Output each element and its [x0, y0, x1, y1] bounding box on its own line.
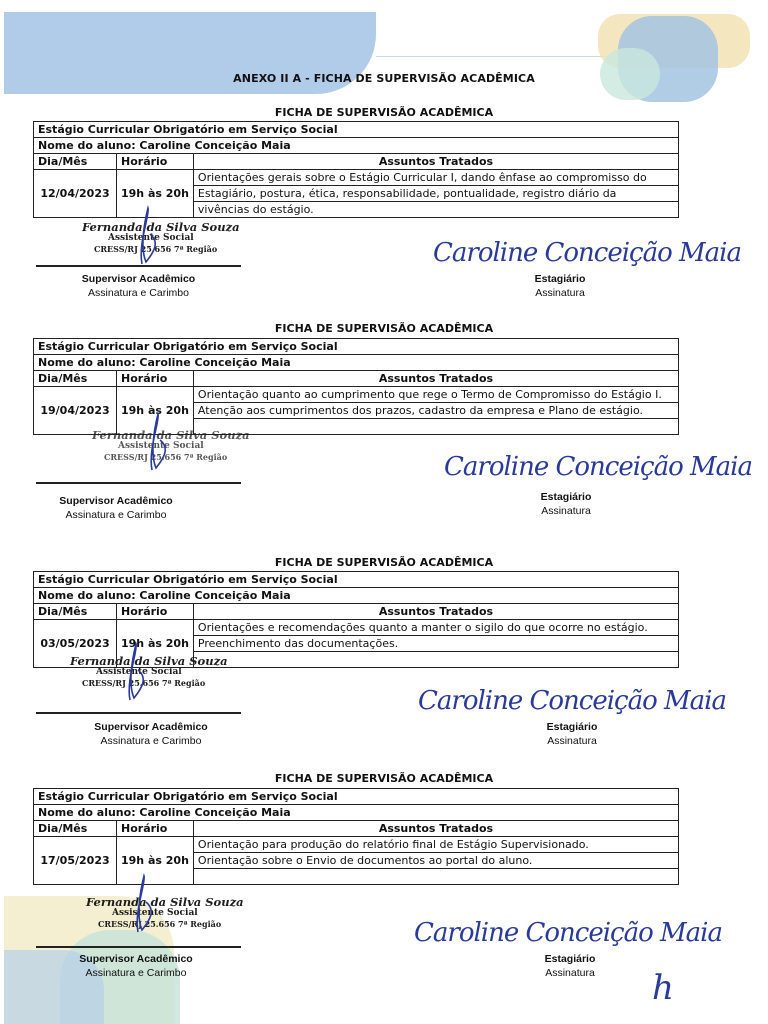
student-name: Nome do aluno: Caroline Conceição Maia	[34, 355, 679, 371]
supervisor-label: Supervisor Acadêmico Assinatura e Carimbo	[94, 721, 208, 747]
intern-signature: Caroline Conceição Maia	[418, 686, 726, 716]
topic-line: Preenchimento das documentações.	[193, 636, 678, 652]
topic-line: Estagiário, postura, ética, responsabilidade, pontualidade, registro diário da	[193, 186, 678, 202]
session-time: 19h às 20h	[117, 387, 194, 435]
intern-label: Estagiário Assinatura	[544, 953, 596, 979]
handwritten-initial: h	[652, 968, 674, 1008]
ficha-title: FICHA DE SUPERVISÃO ACADÊMICA	[274, 322, 494, 335]
supervisor-signature	[130, 410, 190, 480]
session-date: 12/04/2023	[34, 170, 117, 218]
topic-line: Atenção aos cumprimentos dos prazos, cadastro da empresa e Plano de estágio.	[193, 403, 678, 419]
supervisor-signature	[108, 640, 168, 710]
supervisor-signature	[120, 204, 180, 274]
supervisor-signature-line	[36, 265, 241, 267]
supervisor-signature-line	[36, 712, 241, 714]
topic-line: vivências do estágio.	[193, 202, 678, 218]
session-time: 19h às 20h	[117, 837, 194, 885]
ficha-title: FICHA DE SUPERVISÃO ACADÊMICA	[274, 556, 494, 569]
topic-line: Orientações e recomendações quanto a manter o sigilo do que ocorre no estágio.	[193, 620, 678, 636]
supervisor-label: Supervisor Acadêmico Assinatura e Carimbo	[59, 495, 173, 521]
ficha-table	[33, 788, 679, 885]
header-date: Dia/Mês	[34, 821, 117, 837]
student-name: Nome do aluno: Caroline Conceição Maia	[34, 805, 679, 821]
supervisor-signature-line	[36, 946, 241, 948]
supervisor-signature-line	[36, 482, 241, 484]
header-time: Horário	[117, 604, 194, 620]
header-time: Horário	[117, 371, 194, 387]
supervisor-signature	[116, 872, 176, 942]
session-date: 19/04/2023	[34, 387, 117, 435]
supervisor-stamp: Fernanda da Silva Souza Assistente Social CRESS/RJ 25.656 7ª Região	[70, 654, 228, 688]
course-name: Estágio Curricular Obrigatório em Serviço Social	[34, 572, 679, 588]
student-name: Nome do aluno: Caroline Conceição Maia	[34, 138, 679, 154]
supervisor-label: Supervisor Acadêmico Assinatura e Carimbo	[81, 273, 196, 299]
ficha-title: FICHA DE SUPERVISÃO ACADÊMICA	[274, 106, 494, 119]
intern-signature: Caroline Conceição Maia	[433, 238, 741, 268]
topic-line	[193, 652, 678, 668]
course-name: Estágio Curricular Obrigatório em Serviço Social	[34, 789, 679, 805]
course-name: Estágio Curricular Obrigatório em Serviço Social	[34, 122, 679, 138]
intern-signature: Caroline Conceição Maia	[444, 452, 752, 482]
header-rule	[376, 56, 606, 57]
header-topics: Assuntos Tratados	[193, 604, 678, 620]
topic-line	[193, 869, 678, 885]
student-name: Nome do aluno: Caroline Conceição Maia	[34, 588, 679, 604]
ficha-title: FICHA DE SUPERVISÃO ACADÊMICA	[274, 772, 494, 785]
session-date: 03/05/2023	[34, 620, 117, 668]
document-title: ANEXO II A - FICHA DE SUPERVISÃO ACADÊMICA	[233, 72, 535, 85]
header-date: Dia/Mês	[34, 604, 117, 620]
supervisor-stamp: Fernanda da Silva Souza Assistente Social CRESS/RJ 25.656 7ª Região	[86, 895, 244, 929]
header-date: Dia/Mês	[34, 371, 117, 387]
intern-signature: Caroline Conceição Maia	[414, 918, 722, 948]
supervisor-stamp: Fernanda da Silva Souza Assistente Social CRESS/RJ 25.656 7ª Região	[92, 428, 250, 462]
session-time: 19h às 20h	[117, 170, 194, 218]
session-date: 17/05/2023	[34, 837, 117, 885]
intern-label: Estagiário Assinatura	[546, 721, 598, 747]
header-topics: Assuntos Tratados	[193, 371, 678, 387]
header-time: Horário	[117, 821, 194, 837]
supervisor-stamp: Fernanda da Silva Souza Assistente Social CRESS/RJ 25.656 7ª Região	[82, 220, 240, 254]
session-time: 19h às 20h	[117, 620, 194, 668]
supervisor-label: Supervisor Acadêmico Assinatura e Carimbo	[79, 953, 193, 979]
topic-line: Orientação sobre o Envio de documentos ao portal do aluno.	[193, 853, 678, 869]
header-time: Horário	[117, 154, 194, 170]
header-topics: Assuntos Tratados	[193, 154, 678, 170]
header-date: Dia/Mês	[34, 154, 117, 170]
topic-line	[193, 419, 678, 435]
topic-line: Orientações gerais sobre o Estágio Curricular I, dando ênfase ao compromisso do	[193, 170, 678, 186]
intern-label: Estagiário Assinatura	[534, 273, 586, 299]
header-topics: Assuntos Tratados	[193, 821, 678, 837]
topic-line: Orientação para produção do relatório final de Estágio Supervisionado.	[193, 837, 678, 853]
topic-line: Orientação quanto ao cumprimento que rege o Termo de Compromisso do Estágio I.	[193, 387, 678, 403]
course-name: Estágio Curricular Obrigatório em Serviço Social	[34, 339, 679, 355]
intern-label: Estagiário Assinatura	[540, 491, 592, 517]
